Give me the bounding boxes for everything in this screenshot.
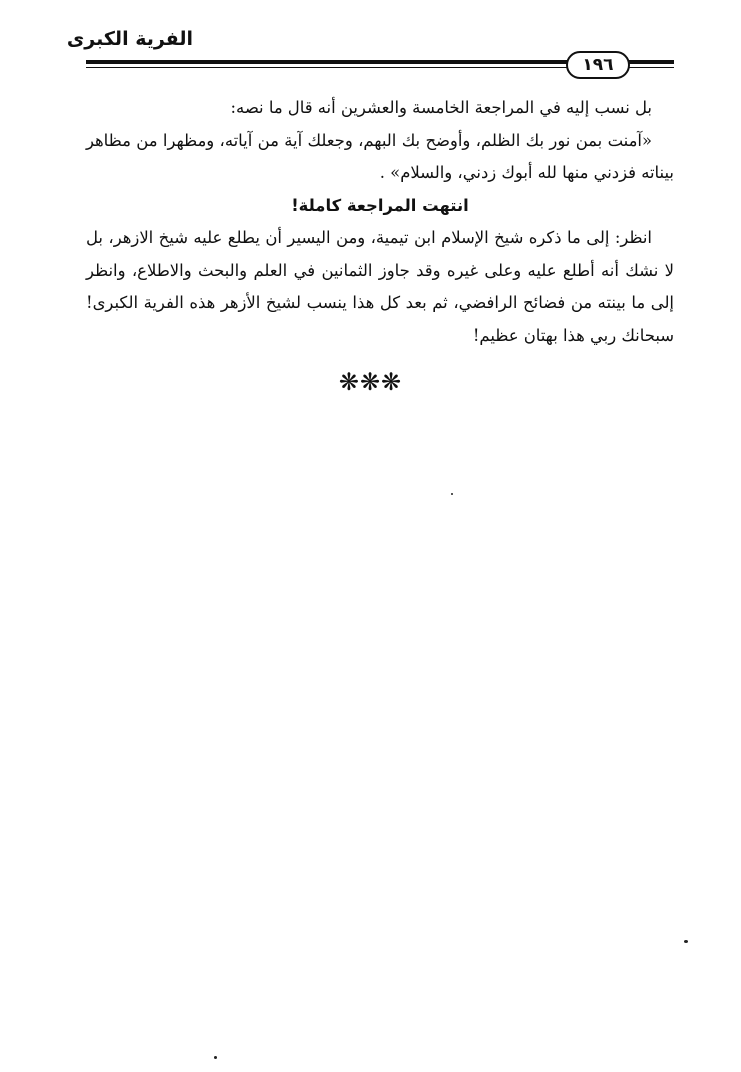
running-title: الفرية الكبرى — [66, 28, 193, 50]
scan-speck — [214, 1056, 217, 1059]
body-text — [86, 92, 674, 352]
scan-speck — [684, 940, 688, 943]
paragraph-commentary: انظر: إلى ما ذكره شيخ الإسلام ابن تيمية، ومن اليسير أن يطلع عليه شيخ الازهر، بل لا نشك أنه أطلع عليه وعلى غيره وقد جاوز الثمانين في العلم والبحث والاطلاع، وانظر إلى ما بينته من فضائح الرافضي، ثم بعد كل هذا ينسب لشيخ الأزهر هذه الفرية الكبرى! سبحانك ربي هذا بهتان عظيم! — [86, 228, 674, 345]
paragraph-intro: بل نسب إليه في المراجعة الخامسة والعشرين أنه قال ما نصه: — [230, 98, 652, 117]
section-end-heading: انتهت المراجعة كاملة! — [291, 195, 469, 215]
star-ornament-icon: ❋❋❋ — [338, 368, 403, 396]
scan-speck — [451, 493, 453, 495]
paragraph-quote: «آمنت بمن نور بك الظلم، وأوضح بك البهم، وجعلك آية من آياته، ومظهرا من مظاهر بيناته فزدني منها لله أبوك زدني، والسلام» . — [86, 130, 674, 182]
page-number: ١٩٦ — [566, 51, 630, 79]
